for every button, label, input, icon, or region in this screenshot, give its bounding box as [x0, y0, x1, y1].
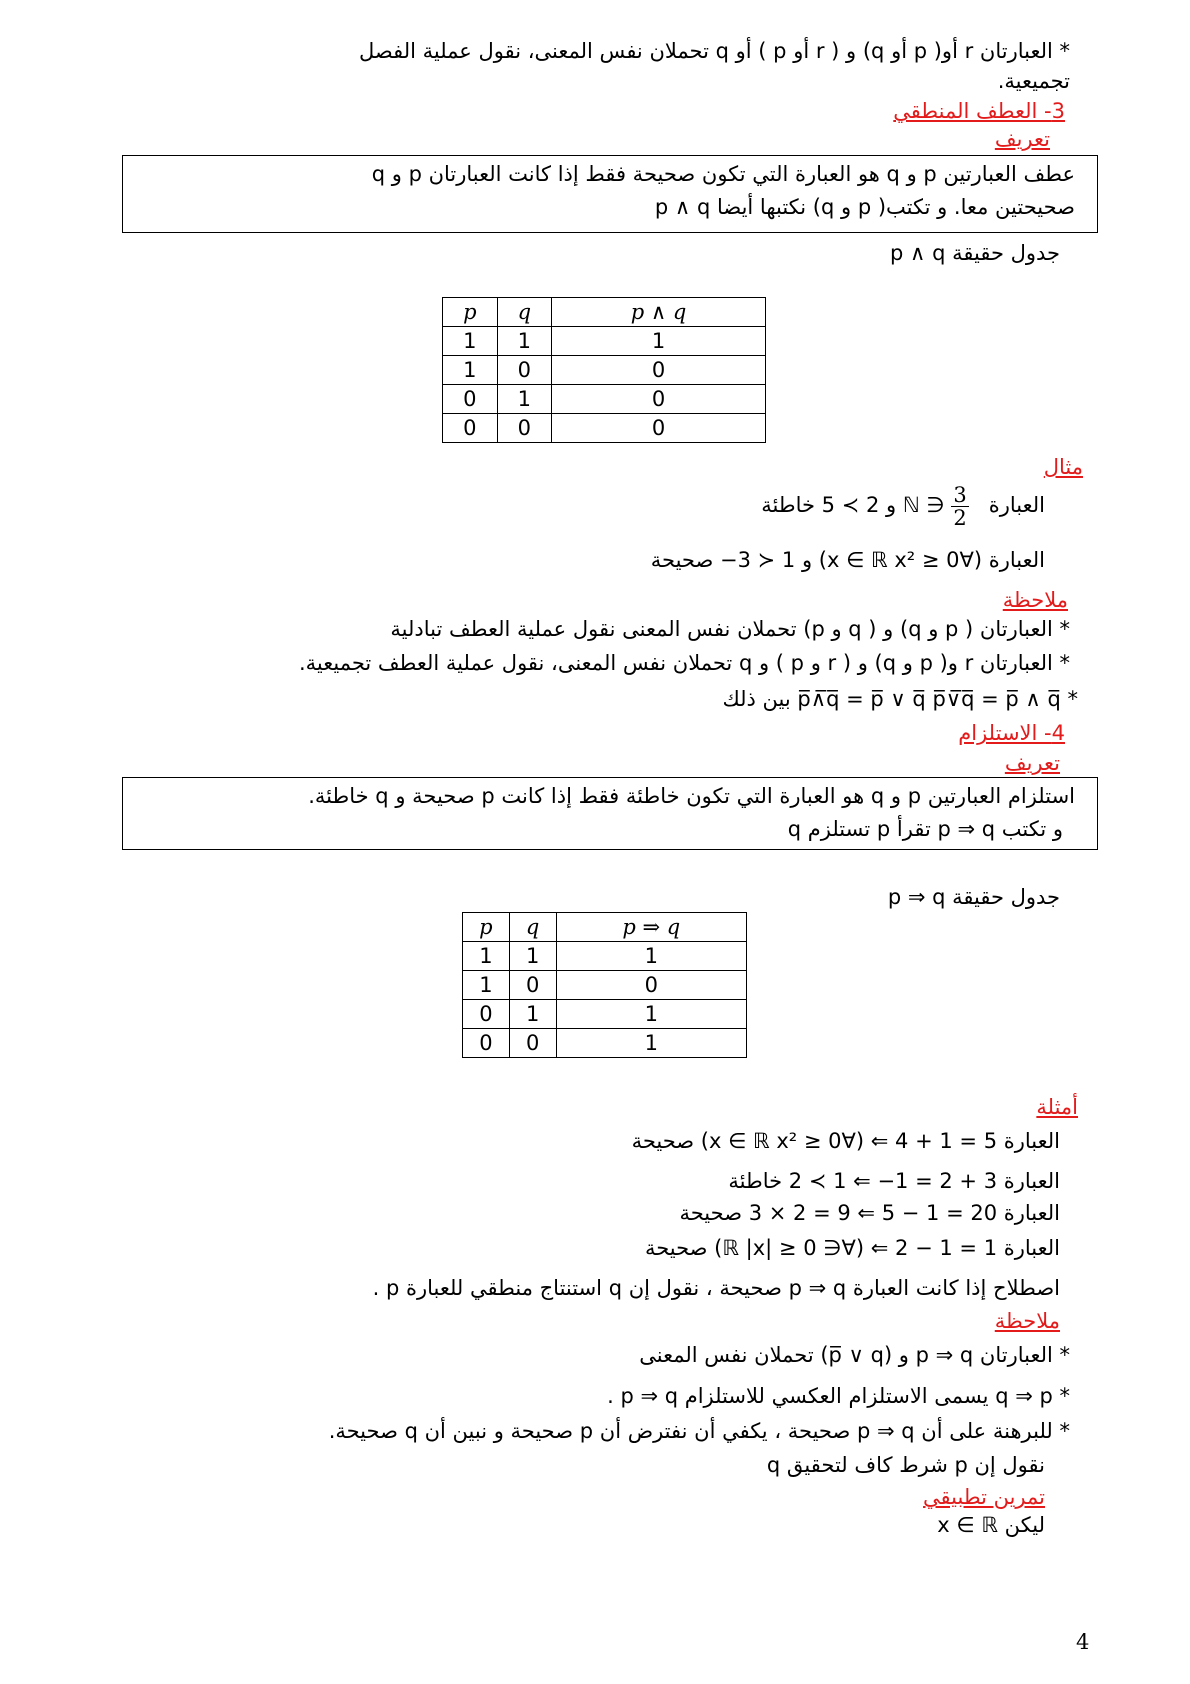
- section4-note2: * q ⇒ p يسمى الاستلزام العكسي للاستلزام p ⇒ q .: [607, 1384, 1070, 1408]
- section4-exercise-line: ليكن x ∈ ℝ: [937, 1513, 1045, 1537]
- example1-word: العبارة: [988, 493, 1045, 517]
- conjunction-table-cell: 1: [443, 327, 498, 356]
- conjunction-truth-table: [442, 297, 766, 443]
- section4-note-label: ملاحظة: [994, 1309, 1060, 1333]
- section4-definition-label: تعريف: [1004, 751, 1060, 775]
- assoc-or-line2: تجميعية.: [997, 69, 1070, 93]
- conjunction-table-cell: 0: [443, 414, 498, 443]
- page-number: 4: [1076, 1630, 1090, 1654]
- section4-definition-line2: و تكتب p ⇒ q تقرأ p تستلزم q: [787, 817, 1063, 841]
- implication-table-row: [463, 1029, 747, 1058]
- section3-table-caption: جدول حقيقة p ∧ q: [890, 241, 1060, 265]
- section4-term: اصطلاح إذا كانت العبارة p ⇒ q صحيحة ، نقول إن q استنتاج منطقي للعبارة p .: [372, 1276, 1060, 1300]
- implication-table-cell: 1: [556, 1000, 746, 1029]
- implication-table-cell: 0: [509, 1029, 556, 1058]
- section4-note4: نقول إن p شرط كاف لتحقيق q: [766, 1453, 1045, 1477]
- assoc-or-line1: * العبارتان r أو( p أو q) و ( r أو p ) أو q تحملان نفس المعنى، نقول عملية الفصل: [358, 39, 1070, 63]
- conjunction-table-header-cell: p ∧ q: [552, 298, 766, 327]
- section3-note1: * العبارتان ( p و q) و ( q و p) تحملان نفس المعنى نقول عملية العطف تبادلية: [390, 617, 1070, 641]
- section4-table-caption: جدول حقيقة p ⇒ q: [887, 885, 1060, 909]
- section3-example-label: مثال: [1043, 455, 1083, 479]
- conjunction-table-cell: 0: [497, 356, 552, 385]
- implication-table-cell: 1: [509, 942, 556, 971]
- implication-table-cell: 0: [556, 971, 746, 1000]
- conjunction-table-cell: 1: [443, 356, 498, 385]
- implication-table-row: [463, 1000, 747, 1029]
- implication-table-row: [463, 942, 747, 971]
- implication-table-header-row: [463, 913, 747, 942]
- section3-definition-label: تعريف: [994, 127, 1050, 151]
- conjunction-table-cell: 1: [552, 327, 766, 356]
- example1-rest: ∈ ℕ و 2 ≻ 5 خاطئة: [761, 493, 945, 517]
- section3-note2: * العبارتان r و( p و q) و ( r و p ) و q تحملان نفس المعنى، نقول عملية العطف تجميعية.: [298, 651, 1070, 675]
- section4-definition-line1: استلزام العبارتين p و q هو العبارة التي تكون خاطئة فقط إذا كانت p صحيحة و q خاطئة.: [308, 784, 1075, 808]
- conjunction-table-row: [443, 385, 766, 414]
- implication-table-cell: 1: [463, 971, 510, 1000]
- conjunction-table-row: [443, 327, 766, 356]
- section4-note1: * العبارتان p ⇒ q و (p̅ ∨ q) تحملان نفس المعنى: [639, 1343, 1070, 1367]
- section3-definition-line2: صحيحتين معا. و تكتب( p و q) نكتبها أيضا p ∧ q: [654, 195, 1075, 219]
- conjunction-table-cell: 0: [552, 385, 766, 414]
- implication-table-header-cell: p ⇒ q: [556, 913, 746, 942]
- conjunction-table-row: [443, 414, 766, 443]
- section3-note3: * p̅∧̅q̅ = p̅ ∨ q̅ p̅∨̅q̅ = p̅ ∧ q̅ بين ذلك: [722, 687, 1078, 711]
- implication-table-cell: 0: [463, 1000, 510, 1029]
- implication-truth-table: [462, 912, 747, 1058]
- section4-exercise-label: تمرين تطبيقي: [923, 1485, 1045, 1509]
- section3-heading: 3- العطف المنطقي: [893, 99, 1065, 123]
- conjunction-table-row: [443, 356, 766, 385]
- conjunction-table-header-row: [443, 298, 766, 327]
- section4-example3: العبارة 20 = 1 − 5 ⇐ 9 = 2 × 3 صحيحة: [679, 1201, 1060, 1225]
- section4-example1: العبارة 5 = 1 + 4 ⇐ (∀x ∈ ℝ x² ≥ 0) صحيحة: [631, 1129, 1060, 1153]
- implication-table-row: [463, 971, 747, 1000]
- conjunction-table-header-cell: p: [443, 298, 498, 327]
- implication-table-cell: 1: [556, 942, 746, 971]
- section4-example4: العبارة 1 = 1 − 2 ⇐ (∀∈ ℝ |x| ≥ 0) صحيحة: [644, 1236, 1060, 1260]
- section3-definition-line1: عطف العبارتين p و q هو العبارة التي تكون صحيحة فقط إذا كانت العبارتان p و q: [371, 162, 1075, 186]
- conjunction-table-cell: 1: [497, 385, 552, 414]
- conjunction-table-cell: 0: [443, 385, 498, 414]
- section3-example2: العبارة (∀x ∈ ℝ x² ≥ 0) و 1 ≺ 3− صحيحة: [650, 548, 1045, 572]
- implication-table-cell: 0: [509, 971, 556, 1000]
- conjunction-table-cell: 0: [552, 356, 766, 385]
- conjunction-table-cell: 1: [497, 327, 552, 356]
- section4-heading: 4- الاستلزام: [958, 721, 1065, 745]
- conjunction-table-cell: 0: [552, 414, 766, 443]
- implication-table-cell: 1: [463, 942, 510, 971]
- section4-example2: العبارة 3 + 2 = 1− ⇐ 1 ≻ 2 خاطئة: [728, 1169, 1060, 1193]
- implication-table-cell: 0: [463, 1029, 510, 1058]
- section4-examples-label: أمثلة: [1036, 1095, 1078, 1119]
- implication-table-header-cell: q: [509, 913, 556, 942]
- example1-fraction: $\frac{3}{2}$: [953, 482, 967, 530]
- conjunction-table-cell: 0: [497, 414, 552, 443]
- section3-definition-box: [122, 155, 1098, 233]
- implication-table-cell: 1: [556, 1029, 746, 1058]
- section3-note-label: ملاحظة: [1002, 588, 1068, 612]
- implication-table-cell: 1: [509, 1000, 556, 1029]
- implication-table-header-cell: p: [463, 913, 510, 942]
- section4-note3: * للبرهنة على أن p ⇒ q صحيحة ، يكفي أن نفترض أن p صحيحة و نبين أن q صحيحة.: [328, 1419, 1070, 1443]
- section3-example1: [761, 480, 1045, 530]
- conjunction-table-header-cell: q: [497, 298, 552, 327]
- section4-definition-box: [122, 777, 1098, 850]
